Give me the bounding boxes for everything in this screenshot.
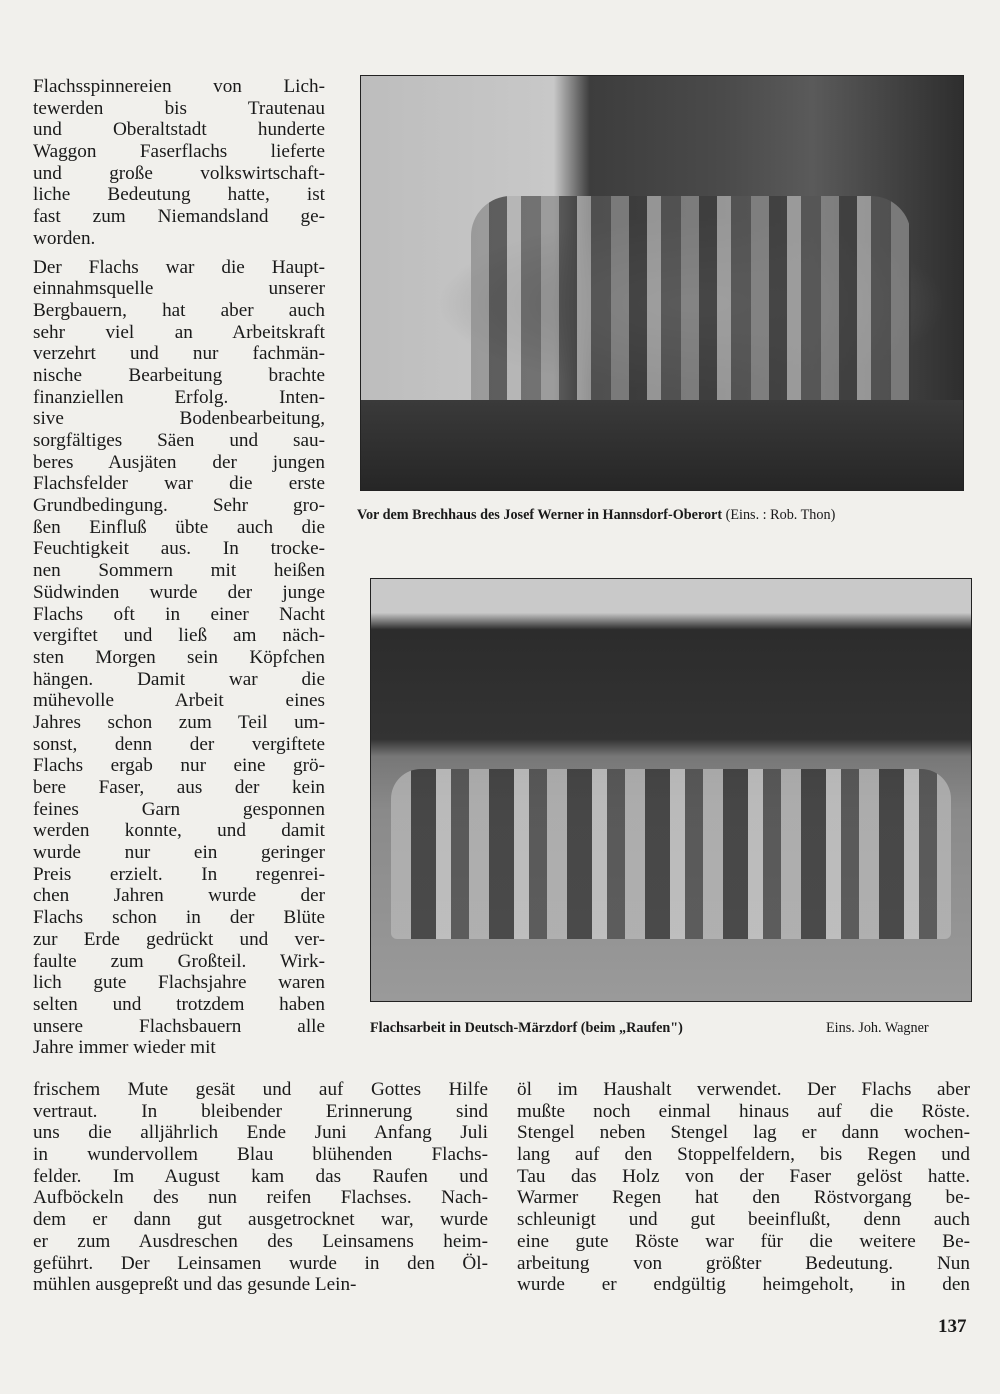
photo-ground (361, 400, 963, 490)
text-line: vertraut. In bleibender Erinnerung sind (33, 1100, 488, 1122)
text-line: und Oberaltstadt hunderte (33, 119, 325, 141)
text-line: fast zum Niemandsland ge- (33, 206, 325, 228)
caption-credit: Eins. Joh. Wagner (826, 1020, 929, 1036)
text-line: Grundbedingung. Sehr gro- (33, 495, 325, 517)
text-line: verzehrt und nur fachmän- (33, 343, 325, 365)
text-line: mußte noch einmal hinaus auf die Röste. (517, 1100, 970, 1122)
paragraph (517, 1079, 970, 1296)
text-line: wurde nur ein geringer (33, 842, 325, 864)
text-line: wurde er endgültig heimgeholt, in den (517, 1274, 970, 1296)
photo-flax-field-workers (370, 578, 972, 1002)
text-line: tewerden bis Trautenau (33, 97, 325, 119)
text-column-bottom-left (33, 1079, 488, 1296)
text-line: zur Erde gedrückt und ver- (33, 928, 325, 950)
text-line: sehr viel an Arbeitskraft (33, 321, 325, 343)
text-line: Flachsspinnereien von Lich- (33, 76, 325, 97)
text-line: werden konnte, und damit (33, 820, 325, 842)
text-line: Flachs oft in einer Nacht (33, 603, 325, 625)
text-line: chen Jahren wurde der (33, 885, 325, 907)
text-line: nen Sommern mit heißen (33, 560, 325, 582)
caption-credit: (Eins. : Rob. Thon) (722, 507, 836, 523)
text-line: bere Faser, aus der kein (33, 777, 325, 798)
text-line: Stengel neben Stengel lag er dann wochen- (517, 1122, 970, 1144)
photo-brechhaus-group (360, 75, 964, 491)
text-line: arbeitung von größter Bedeutung. Nun (517, 1252, 970, 1274)
text-line: Jahre immer wieder mit (33, 1037, 216, 1059)
text-line: einnahmsquelle unserer (33, 278, 325, 300)
text-line: sorgfältiges Säen und sau- (33, 430, 325, 451)
text-line: frischem Mute gesät und auf Gottes Hilfe (33, 1079, 488, 1100)
text-line: sive Bodenbearbeitung, (33, 408, 325, 430)
text-line: liche Bedeutung hatte, ist (33, 184, 325, 206)
text-line: er zum Ausdreschen des Leinsamens heim- (33, 1230, 488, 1252)
photo-people (391, 769, 951, 939)
text-line: Waggon Faserflachs lieferte (33, 141, 325, 163)
text-line: Flachs schon in der Blüte (33, 907, 325, 929)
text-line: schleunigt und gut beeinflußt, denn auch (517, 1209, 970, 1231)
text-line: sten Morgen sein Köpfchen (33, 646, 325, 668)
text-column-left (33, 76, 325, 1059)
text-line: mühlen ausgepreßt und das gesunde Lein- (33, 1274, 357, 1296)
text-line: finanziellen Erfolg. Inten- (33, 386, 325, 408)
paragraph (33, 76, 325, 250)
text-line: unsere Flachsbauern alle (33, 1015, 325, 1037)
text-line: faulte zum Großteil. Wirk- (33, 950, 325, 972)
text-line: Feuchtigkeit aus. In trocke- (33, 538, 325, 560)
paragraph (33, 1079, 488, 1296)
text-line: Jahres schon zum Teil um- (33, 711, 325, 733)
text-line: vergiftet und ließ am näch- (33, 625, 325, 647)
text-line: worden. (33, 227, 96, 249)
photo-people (471, 196, 911, 416)
text-line: lich gute Flachsjahre waren (33, 972, 325, 994)
text-line: hängen. Damit war die (33, 668, 325, 690)
text-line: Der Flachs war die Haupt- (33, 256, 325, 278)
text-line: Tau das Holz von der Faser gelöst hatte. (517, 1165, 970, 1187)
text-line: sonst, denn der vergiftete (33, 733, 325, 755)
caption-title: Flachsarbeit in Deutsch-Märzdorf (beim „Raufen") (370, 1020, 683, 1036)
text-line: felder. Im August kam das Raufen und (33, 1165, 488, 1187)
text-line: Flachsfelder war die erste (33, 473, 325, 495)
text-line: in wundervollem Blau blühenden Flachs- (33, 1144, 488, 1166)
text-line: mühevolle Arbeit eines (33, 690, 325, 712)
text-line: dem er dann gut ausgetrocknet war, wurde (33, 1209, 488, 1231)
text-line: selten und trotzdem haben (33, 993, 325, 1015)
text-line: Aufböckeln des nun reifen Flachses. Nach- (33, 1187, 488, 1209)
text-line: geführt. Der Leinsamen wurde in den Öl- (33, 1252, 488, 1274)
text-line: uns die alljährlich Ende Juni Anfang Juli (33, 1122, 488, 1144)
text-line: nische Bearbeitung brachte (33, 364, 325, 386)
text-line: ßen Einfluß übte auch die (33, 516, 325, 538)
text-line: beres Ausjäten der jungen (33, 451, 325, 473)
text-line: lang auf den Stoppelfeldern, bis Regen und (517, 1144, 970, 1166)
text-line: Bergbauern, hat aber auch (33, 299, 325, 321)
page-number: 137 (938, 1316, 967, 1337)
text-line: feines Garn gesponnen (33, 798, 325, 820)
text-line: Flachs ergab nur eine grö- (33, 755, 325, 777)
text-line: Warmer Regen hat den Röstvorgang be- (517, 1187, 970, 1209)
text-line: eine gute Röste war für die weitere Be- (517, 1230, 970, 1252)
text-column-bottom-right (517, 1079, 970, 1296)
caption-title: Vor dem Brechhaus des Josef Werner in Hannsdorf-Oberort (357, 507, 723, 523)
text-line: und große volkswirtschaft- (33, 162, 325, 184)
photo-caption (370, 1020, 683, 1037)
text-line: öl im Haushalt verwendet. Der Flachs aber (517, 1079, 970, 1100)
text-line: Südwinden wurde der junge (33, 581, 325, 603)
text-line: Preis erzielt. In regenrei- (33, 863, 325, 885)
paragraph (33, 257, 325, 1059)
photo-caption (357, 507, 835, 524)
